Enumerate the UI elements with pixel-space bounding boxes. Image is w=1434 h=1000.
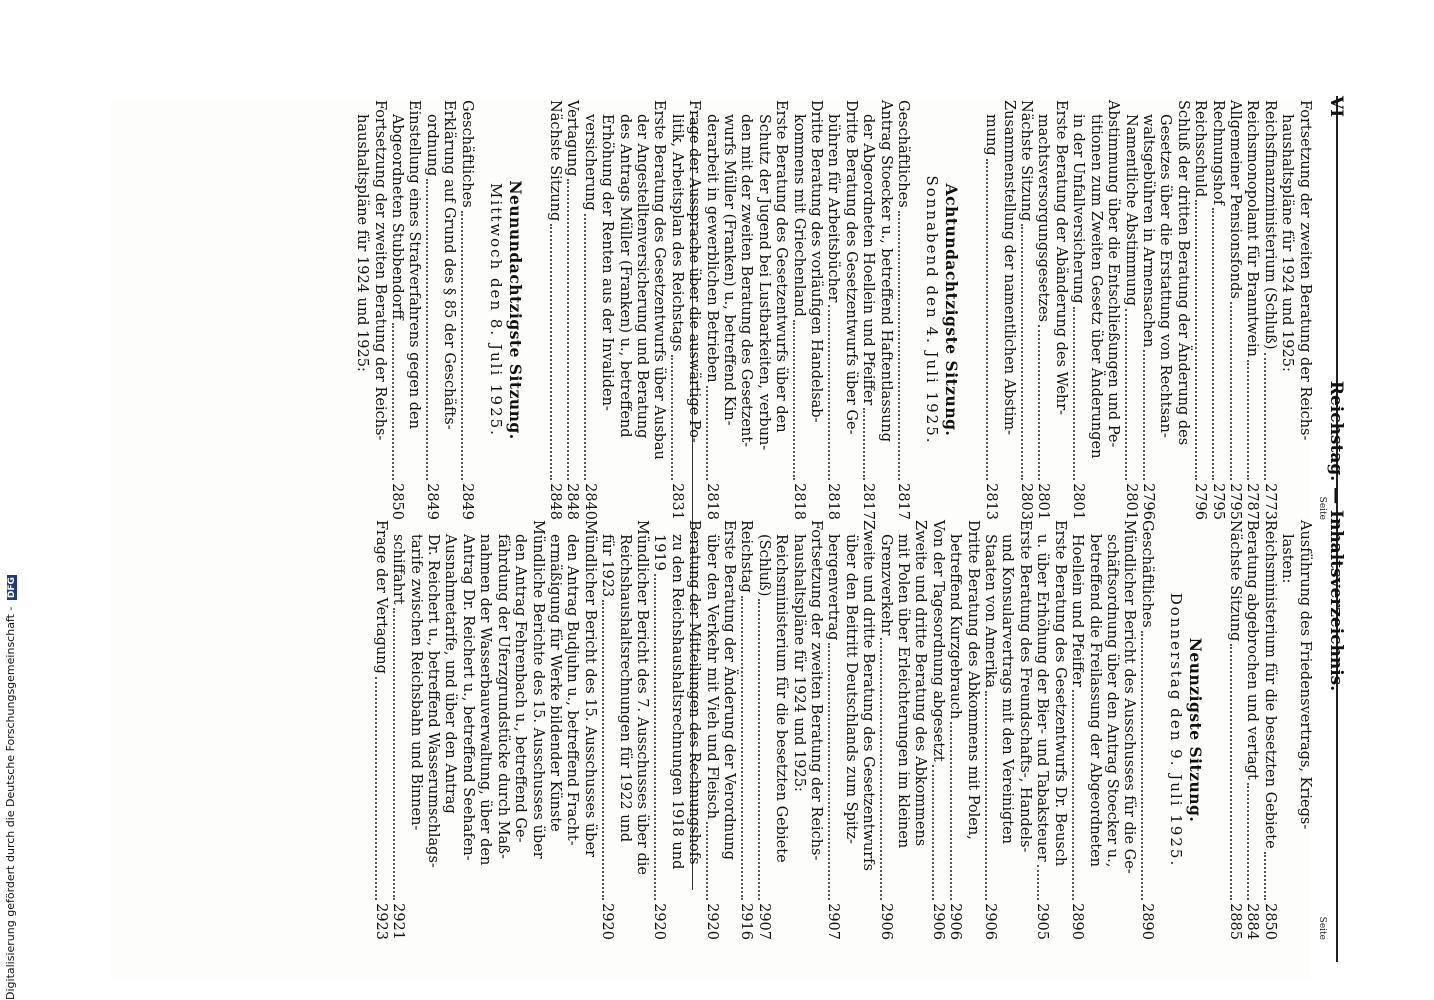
toc-entry <box>650 100 667 520</box>
toc-entry-text: 1919 <box>651 534 668 571</box>
toc-entry-text: Fortsetzung der zweiten Beratung der Reichs- <box>371 100 388 441</box>
toc-entry-text: haushaltspläne für 1924 und 1925: <box>790 534 807 792</box>
toc-entry <box>946 520 963 940</box>
toc-entry-text: und Konsularvertrags mit den Vereinigten <box>999 534 1016 845</box>
toc-entry-text: Dritte Beratung des Abkommens mit Polen, <box>964 520 981 840</box>
toc-entry <box>1016 520 1033 940</box>
leader-dots <box>584 214 586 480</box>
toc-entry-text: derarbeit in gewerblichen Betrieben <box>703 114 720 383</box>
toc-entry-page: 2796 <box>1139 483 1156 520</box>
toc-entry-text: Erste Beratung des Gesetzentwurfs Dr. Beusch <box>1051 520 1068 867</box>
toc-entry-page: 2921 <box>390 903 407 940</box>
toc-entry <box>546 100 563 520</box>
toc-entry <box>389 520 406 940</box>
toc-entry-text: über den Beitritt Deutschlands zum Spitz- <box>842 534 859 844</box>
toc-entry <box>1139 100 1156 520</box>
sitting-date: Mittwoch den 8. Juli 1925. <box>487 183 506 437</box>
seite-label: Seite <box>1317 496 1327 520</box>
toc-entry-page: 2890 <box>1069 903 1086 940</box>
toc-entry-page: 2818 <box>790 483 807 520</box>
leader-dots <box>567 179 569 480</box>
toc-entry-text: Erste Beratung der Änderung der Verordnung <box>721 520 737 861</box>
leader-dots <box>461 211 463 480</box>
toc-entry-text: Schluß der dritten Beratung der Änderung des <box>1174 100 1191 446</box>
toc-entry-text: Mündlicher Bericht des 7. Ausschusses über die <box>633 520 650 875</box>
toc-entry-text: machtsversorgungsgesetzes <box>1035 114 1052 322</box>
sitting-title: Neunzigste Sitzung. <box>1185 637 1205 823</box>
toc-entry-page: 2906 <box>947 903 964 940</box>
toc-entry <box>1120 520 1137 940</box>
toc-entry-text: Mündliche Berichte des 15. Ausschusses über <box>529 520 546 859</box>
toc-entry-page: 2796 <box>1192 483 1209 520</box>
toc-entry-text: Reichshaushaltsrechnungen für 1922 und <box>616 534 633 843</box>
toc-entry <box>1017 100 1034 520</box>
leader-dots <box>898 211 900 480</box>
toc-entry <box>702 100 719 520</box>
toc-entry-page: 2787 <box>1244 483 1261 520</box>
toc-entry-text: Gesetzes über die Erstattung von Rechtsan- <box>1157 114 1174 438</box>
right-column <box>371 520 1330 940</box>
toc-entry-text: Antrag Stoecker u., betreffend Haftentlassung <box>877 100 894 443</box>
leader-dots <box>863 408 865 480</box>
leader-dots <box>1264 852 1266 900</box>
toc-entry-page: 2906 <box>877 903 894 940</box>
toc-entry-text: der Angestelltenversicherung und Beratung <box>633 114 650 439</box>
leader-dots <box>1072 690 1074 900</box>
toc-entry <box>876 100 893 520</box>
leader-dots <box>654 574 656 900</box>
toc-entry-text: in der Unfallversicherung <box>1070 114 1087 304</box>
toc-entry-page: 2801 <box>1035 483 1052 520</box>
toc-entry <box>370 100 387 520</box>
toc-entry <box>1068 520 1085 940</box>
toc-entry <box>772 100 789 520</box>
left-column <box>353 100 1330 520</box>
toc-entry <box>388 100 405 520</box>
toc-entry-text: Zweite und dritte Beratung des Abkommens <box>912 520 929 847</box>
leader-dots <box>932 765 934 900</box>
toc-entry-text: titionen zum Zweiten Gesetz über Änderungen <box>1087 114 1104 459</box>
toc-entry-page: 2885 <box>1226 903 1243 940</box>
leader-dots <box>986 159 988 480</box>
toc-entry <box>1295 100 1312 520</box>
leader-dots <box>758 599 760 900</box>
toc-entry <box>405 100 422 520</box>
leader-dots <box>427 179 429 480</box>
leader-dots <box>793 320 795 480</box>
toc-entry-text: Beratung abgebrochen und vertagt <box>1244 520 1261 780</box>
toc-entry-text: Ausnahmetarife, und über den Antrag <box>442 534 459 814</box>
toc-entry-text: Zweite und dritte Beratung des Gesetzentwurfs <box>860 520 877 871</box>
leader-dots <box>1073 307 1075 481</box>
toc-entry <box>440 100 457 520</box>
toc-entry-page: 2920 <box>703 903 720 940</box>
toc-entry <box>737 520 754 940</box>
toc-entry-text: zu den Reichshaushaltsrechnungen 1918 und <box>668 534 685 870</box>
toc-entry-text: haushaltspläne für 1924 und 1925: <box>1279 114 1296 372</box>
toc-entry <box>493 520 510 940</box>
toc-entry-text: der Abgeordneten Hoellein und Pfeiffer <box>860 114 877 406</box>
toc-entry-text: bergenvertrag <box>825 534 842 641</box>
leader-dots <box>1125 309 1127 480</box>
toc-entry-text: mit Polen über Erleichterungen im kleinen <box>895 534 912 849</box>
toc-entry-text: litik, Arbeitsplan des Reichstags <box>668 114 685 352</box>
toc-entry-page: 2801 <box>1122 483 1139 520</box>
toc-entry <box>999 100 1016 520</box>
page-title: Reichstag. — Inhaltsverzeichnis. <box>1326 380 1346 692</box>
toc-entry <box>789 100 806 520</box>
toc-entry-text: Frage der Aussprache über die auswärtige Po- <box>686 100 703 443</box>
toc-entry <box>789 520 806 940</box>
toc-entry-text: (Schluß) <box>755 534 772 597</box>
toc-entry-text: Abgeordneten Stubbendorff <box>389 114 406 320</box>
leader-dots <box>985 691 987 900</box>
sitting-title: Achtundachtzigste Sitzung. <box>941 183 961 437</box>
toc-entry <box>1208 100 1225 520</box>
leader-dots <box>550 224 552 480</box>
toc-entry-text: den Antrag Fehrenbach u., betreffend Ge- <box>512 534 529 843</box>
toc-entry-text: fährdung der Uferzgrundstücke durch Maß- <box>494 534 511 859</box>
toc-entry-text: Geschäftliches <box>458 100 475 208</box>
toc-entry-text: lasten: <box>1279 534 1296 584</box>
toc-entry <box>1226 100 1243 520</box>
toc-entry <box>876 520 893 940</box>
leader-dots <box>602 600 604 900</box>
toc-entry-page: 2813 <box>983 483 1000 520</box>
toc-entry <box>546 520 563 940</box>
toc-entry <box>1278 520 1295 940</box>
toc-entry-page: 2795 <box>1209 483 1226 520</box>
toc-entry-page: 2923 <box>372 903 389 940</box>
toc-entry <box>667 100 684 520</box>
toc-entry <box>841 100 858 520</box>
toc-entry-text: Fortsetzung der zweiten Beratung der Reichs- <box>1296 100 1313 441</box>
toc-entry <box>667 520 684 940</box>
toc-entry-page: 2817 <box>895 483 912 520</box>
toc-entry <box>1121 100 1138 520</box>
toc-entry-text: nahmen der Wasserbauverwaltung, über den <box>477 534 494 866</box>
leader-dots <box>706 822 708 900</box>
toc-entry-text: Erste Beratung des Gesetzentwurfs über Ausbau <box>651 100 668 460</box>
toc-entry <box>1034 100 1051 520</box>
toc-entry <box>1069 100 1086 520</box>
toc-entry <box>615 100 632 520</box>
toc-entry-text: Erhöhung der Renten aus der Invaliden- <box>599 114 616 411</box>
leader-dots <box>741 596 743 900</box>
toc-entry <box>1295 520 1312 940</box>
toc-entry <box>1050 520 1067 940</box>
toc-entry-text: Frage der Vertagung <box>372 520 389 674</box>
leader-dots <box>1195 200 1197 480</box>
toc-entry-text: Reichsschuld <box>1192 100 1209 198</box>
toc-entry-text: Erste Beratung der Abänderung des Wehr- <box>1052 100 1069 416</box>
toc-entry-text: betreffend Kurzgebrauch <box>947 534 964 720</box>
seite-label: Seite <box>1317 916 1327 940</box>
leader-dots <box>1143 350 1145 480</box>
leader-dots <box>1264 353 1266 481</box>
toc-entry-text: Nächste Sitzung <box>1018 100 1035 222</box>
toc-entry-text: Antrag Dr. Reichert u., betreffend Seehafen- <box>459 534 476 861</box>
toc-entry <box>911 520 928 940</box>
toc-entry <box>1104 100 1121 520</box>
toc-entry <box>441 520 458 940</box>
toc-entry <box>807 100 824 520</box>
toc-entry-text: waltsgebühren in Armensachen <box>1139 114 1156 348</box>
toc-entry <box>772 520 789 940</box>
toc-entry <box>981 520 998 940</box>
toc-entry-page: 2890 <box>1138 903 1155 940</box>
toc-entry-text: Einstellung eines Strafverfahrens gegen den <box>406 100 423 429</box>
toc-entry-page: 2850 <box>389 483 406 520</box>
sitting-date: Sonnabend den 4. Juli 1925. <box>923 175 942 445</box>
toc-entry-page: 2848 <box>546 483 563 520</box>
toc-entry-page: 2848 <box>564 483 581 520</box>
leader-dots <box>1230 302 1232 480</box>
toc-entry <box>1243 520 1260 940</box>
toc-entry-page: 2840 <box>581 483 598 520</box>
leader-dots <box>671 355 673 481</box>
toc-entry <box>1278 100 1295 520</box>
toc-entry <box>737 100 754 520</box>
toc-entry <box>982 100 999 520</box>
toc-entry-text: den Antrag Budjuhn u., betreffend Fracht- <box>564 534 581 846</box>
toc-entry <box>841 520 858 940</box>
toc-entry-text: Erste Beratung des Gesetzentwurfs über den <box>773 100 790 433</box>
toc-entry <box>754 520 771 940</box>
leader-dots <box>1021 224 1023 480</box>
toc-entry <box>650 520 667 940</box>
toc-entry <box>598 520 615 940</box>
toc-entry-page: 2818 <box>825 483 842 520</box>
toc-entry <box>528 520 545 940</box>
toc-entry-page: 2850 <box>1261 903 1278 940</box>
toc-entry <box>511 520 528 940</box>
toc-entry <box>424 520 441 940</box>
toc-entry-page: 2817 <box>860 483 877 520</box>
toc-entry-text: Dr. Reichert u., betreffend Wasserumschlags- <box>425 534 442 868</box>
toc-entry <box>457 100 474 520</box>
toc-entry-text: haushaltspläne für 1924 und 1925: <box>354 114 371 372</box>
leader-dots <box>1247 360 1249 480</box>
toc-entry-page: 2849 <box>423 483 440 520</box>
toc-entry-page: 2916 <box>738 903 755 940</box>
toc-entry-text: wurfs Müller (Franken) u., betreffend Kin- <box>721 114 737 426</box>
toc-entry-text: Staaten von Amerika <box>982 534 999 689</box>
toc-entry-text: Erklärung auf Grund des § 85 der Geschäfts- <box>441 100 458 430</box>
toc-entry-text: Grenzverkehr <box>877 534 894 636</box>
toc-entry <box>1260 520 1277 940</box>
toc-entry <box>633 520 650 940</box>
toc-entry-page: 2905 <box>1034 903 1051 940</box>
toc-entry <box>563 100 580 520</box>
toc-entry-text: Reichsministerium für die besetzten Gebiete <box>773 534 790 863</box>
leader-dots <box>1212 208 1214 480</box>
toc-entry <box>371 520 388 940</box>
toc-entry-text: Von der Tagesordnung abgesetzt <box>929 520 946 762</box>
toc-entry-text: ermäßigung für Werke bildender Künste <box>546 534 563 832</box>
toc-entry <box>406 520 423 940</box>
toc-entry-text: Fortsetzung der zweiten Beratung der Reichs- <box>808 520 825 861</box>
toc-entry-text: Rechnungshof <box>1209 100 1226 206</box>
toc-entry-page: 2907 <box>825 903 842 940</box>
toc-entry-text: den mit der zweiten Beratung des Gesetzent- <box>738 114 755 448</box>
toc-entry <box>685 520 702 940</box>
toc-entry <box>1052 100 1069 520</box>
toc-entry-text: Geschäftliches <box>1138 520 1155 628</box>
dfg-logo: DFG <box>7 577 17 599</box>
toc-entry-page: 2906 <box>929 903 946 940</box>
toc-entry-page: 2795 <box>1226 483 1243 520</box>
toc-entry-page: 2906 <box>982 903 999 940</box>
toc-entry-page: 2831 <box>668 483 685 520</box>
toc-entry <box>859 100 876 520</box>
toc-entry <box>807 520 824 940</box>
digitization-note <box>4 577 17 1000</box>
toc-entry <box>720 100 737 520</box>
toc-entry-text: über den Verkehr mit Vieh und Fleisch <box>703 534 720 820</box>
toc-entry-text: Hoellein und Pfeiffer <box>1069 534 1086 688</box>
toc-entry-text: Nächste Sitzung <box>546 100 563 222</box>
toc-entry <box>963 520 980 940</box>
toc-entry-text: mung <box>983 114 1000 156</box>
toc-entry-text: Namentliche Abstimmung <box>1122 114 1139 306</box>
leader-dots <box>392 323 394 480</box>
leader-dots <box>393 608 395 901</box>
toc-entry-text: Dritte Beratung des vorläufigen Handelsab- <box>808 100 825 423</box>
toc-entry-text: betreffend die Freilassung der Abgeordneten <box>1086 534 1103 867</box>
toc-entry <box>1260 100 1277 520</box>
leader-dots <box>1247 783 1249 900</box>
toc-entry-text: Beratung der Mitteilungen des Rechnungshofs <box>686 520 703 865</box>
toc-entry <box>459 520 476 940</box>
toc-entry-text: bühren für Arbeitsbücher <box>825 114 842 303</box>
sitting-date: Donnerstag den 9. Juli 1925. <box>1167 592 1186 868</box>
toc-entry-text: u. über Erhöhung der Bier- und Tabaksteuer <box>1034 534 1051 862</box>
toc-entry-text: Schutz der Jugend bei Lustbarkeiten, verbun- <box>755 114 772 451</box>
toc-entry <box>702 520 719 940</box>
toc-entry-text: schiffahrt <box>390 534 407 605</box>
toc-entry <box>1086 100 1103 520</box>
sitting-title: Neunundachtzigste Sitzung. <box>505 180 525 440</box>
toc-entry <box>894 100 911 520</box>
toc-entry-text: Dritte Beratung des Gesetzentwurfs über Ge- <box>842 100 859 435</box>
leader-dots <box>1230 644 1232 900</box>
toc-entry-text: Zusammenstellung der namentlichen Abstim- <box>1000 100 1017 436</box>
toc-entry <box>1191 100 1208 520</box>
toc-entry-text: Reichstag <box>738 520 755 593</box>
toc-entry-page: 2773 <box>1261 483 1278 520</box>
toc-entry-text: Allgemeiner Pensionsfonds <box>1226 100 1243 299</box>
toc-entry-text: Reichsministerium für die besetzten Gebiete <box>1261 520 1278 849</box>
toc-entry-text: Mündlicher Bericht des 15. Ausschusses über <box>581 520 598 858</box>
toc-entry-text: versicherung <box>581 114 598 211</box>
toc-entry-text: Reichsmonopolamt für Branntwein <box>1244 100 1261 358</box>
toc-entry <box>894 520 911 940</box>
leader-dots <box>375 677 377 900</box>
toc-entry <box>1103 520 1120 940</box>
toc-entry-text: kommens mit Griechenland <box>790 114 807 317</box>
leader-dots <box>950 722 952 900</box>
toc-entry-text: schäftsordnung über den Antrag Stoecker u., <box>1103 534 1120 868</box>
toc-entry-page: 2884 <box>1244 903 1261 940</box>
toc-entry-text: tarife zwischen Reichsbahn und Binnen- <box>407 534 424 831</box>
toc-entry-page: 2920 <box>599 903 616 940</box>
toc-entry <box>1156 100 1173 520</box>
toc-entry <box>423 100 440 520</box>
toc-entry <box>824 100 841 520</box>
leader-dots <box>1141 631 1143 900</box>
toc-entry <box>859 520 876 940</box>
page-number: VI <box>1326 96 1346 118</box>
leader-dots <box>1037 865 1039 900</box>
toc-entry <box>580 520 597 940</box>
toc-entry-page: 2803 <box>1018 483 1035 520</box>
leader-dots <box>880 638 882 900</box>
toc-entry <box>824 520 841 940</box>
leader-dots <box>1038 325 1040 480</box>
toc-entry-page: 2920 <box>651 903 668 940</box>
toc-entry-text: Abstimmung über die Entschließungen und Pe- <box>1105 100 1122 448</box>
toc-entry <box>685 100 702 520</box>
toc-entry-text: Erste Beratung des Freundschafts-, Handels- <box>1016 520 1033 853</box>
toc-entry <box>720 520 737 940</box>
toc-entry-text: Mündlicher Bericht des Ausschusses für die Ge- <box>1121 520 1138 874</box>
toc-entry <box>928 520 945 940</box>
toc-entry-page: 2801 <box>1070 483 1087 520</box>
toc-entry <box>1085 520 1102 940</box>
toc-entry-text: des Antrags Müller (Franken) u., betreffend <box>616 114 633 438</box>
toc-entry <box>598 100 615 520</box>
toc-entry-text: Nächste Sitzung <box>1226 520 1243 642</box>
toc-entry-text: Reichsfinanzministerium (Schluß) <box>1261 100 1278 350</box>
leader-dots <box>828 643 830 900</box>
toc-entry <box>754 100 771 520</box>
leader-dots <box>706 386 708 480</box>
leader-dots <box>828 305 830 480</box>
toc-entry <box>476 520 493 940</box>
toc-entry <box>1173 100 1190 520</box>
toc-entry-page: 2907 <box>755 903 772 940</box>
toc-entry-page: 2849 <box>458 483 475 520</box>
toc-entry <box>1137 520 1154 940</box>
toc-entry-text: für 1923 <box>599 534 616 598</box>
toc-entry <box>1243 100 1260 520</box>
toc-entry-text: ordnung <box>423 114 440 177</box>
toc-entry-page: 2818 <box>703 483 720 520</box>
digitization-text: Digitalisierung gefördert durch die Deutsche Forschungsgemeinschaft - <box>4 606 17 1000</box>
toc-entry-text: Vertagung <box>564 100 581 177</box>
toc-entry-text: Geschäftliches <box>895 100 912 208</box>
toc-entry <box>353 100 370 520</box>
toc-entry <box>615 520 632 940</box>
toc-entry <box>580 100 597 520</box>
toc-entry <box>633 100 650 520</box>
toc-entry <box>1226 520 1243 940</box>
toc-entry <box>998 520 1015 940</box>
toc-entry <box>1033 520 1050 940</box>
toc-entry-text: Ausführung des Friedensvertrags, Kriegs- <box>1296 520 1313 830</box>
toc-entry <box>563 520 580 940</box>
